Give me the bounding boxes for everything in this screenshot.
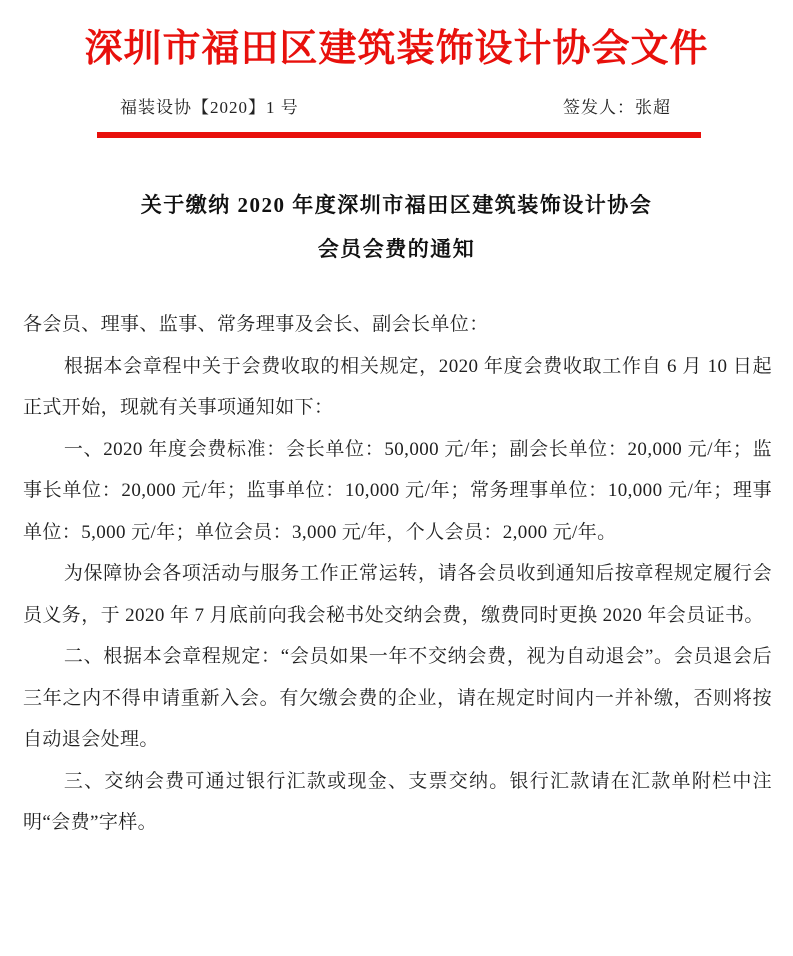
notice-title-line1: 关于缴纳 2020 年度深圳市福田区建筑装饰设计协会: [140, 193, 653, 217]
red-divider-rule: [97, 132, 701, 138]
letterhead-org-title: 深圳市福田区建筑装饰设计协会文件: [84, 28, 709, 70]
notice-body: [23, 304, 772, 844]
doc-number: 福装设协【2020】1 号: [120, 98, 299, 117]
paragraph-item-1-fee-standards: 一、2020 年度会费标准：会长单位：50,000 元/年；副会长单位：20,000 元/年；监事长单位：20,000 元/年；监事单位：10,000 元/年；常务理事单位：10,000 元/年；理事单位：5,000 元/年；单位会员：3,000 元/年，个人会员：2,000 元/年。: [23, 438, 772, 543]
salutation-line: 各会员、理事、监事、常务理事及会长、副会长单位：: [23, 314, 489, 335]
notice-title-line2: 会员会费的通知: [317, 237, 476, 261]
paragraph-payment-deadline: 为保障协会各项活动与服务工作正常运转，请各会员收到通知后按章程规定履行会员义务，于 2020 年 7 月底前向我会秘书处交纳会费，缴费同时更换 2020 年会员证书。: [23, 563, 772, 626]
doc-meta-row: [97, 97, 701, 119]
letterhead-block: [97, 97, 701, 138]
issuer-name: 签发人：张超: [563, 98, 671, 117]
paragraph-item-2-withdrawal-rule: 二、根据本会章程规定：“会员如果一年不交纳会费，视为自动退会”。会员退会后三年之内不得申请重新入会。有欠缴会费的企业，请在规定时间内一并补缴，否则将按自动退会处理。: [23, 646, 772, 750]
notice-title: [30, 183, 763, 271]
paragraph-intro: 根据本会章程中关于会费收取的相关规定，2020 年度会费收取工作自 6 月 10 日起正式开始，现就有关事项通知如下：: [23, 355, 772, 418]
paragraph-item-3-payment-methods: 三、交纳会费可通过银行汇款或现金、支票交纳。银行汇款请在汇款单附栏中注明“会费”字样。: [23, 770, 772, 833]
